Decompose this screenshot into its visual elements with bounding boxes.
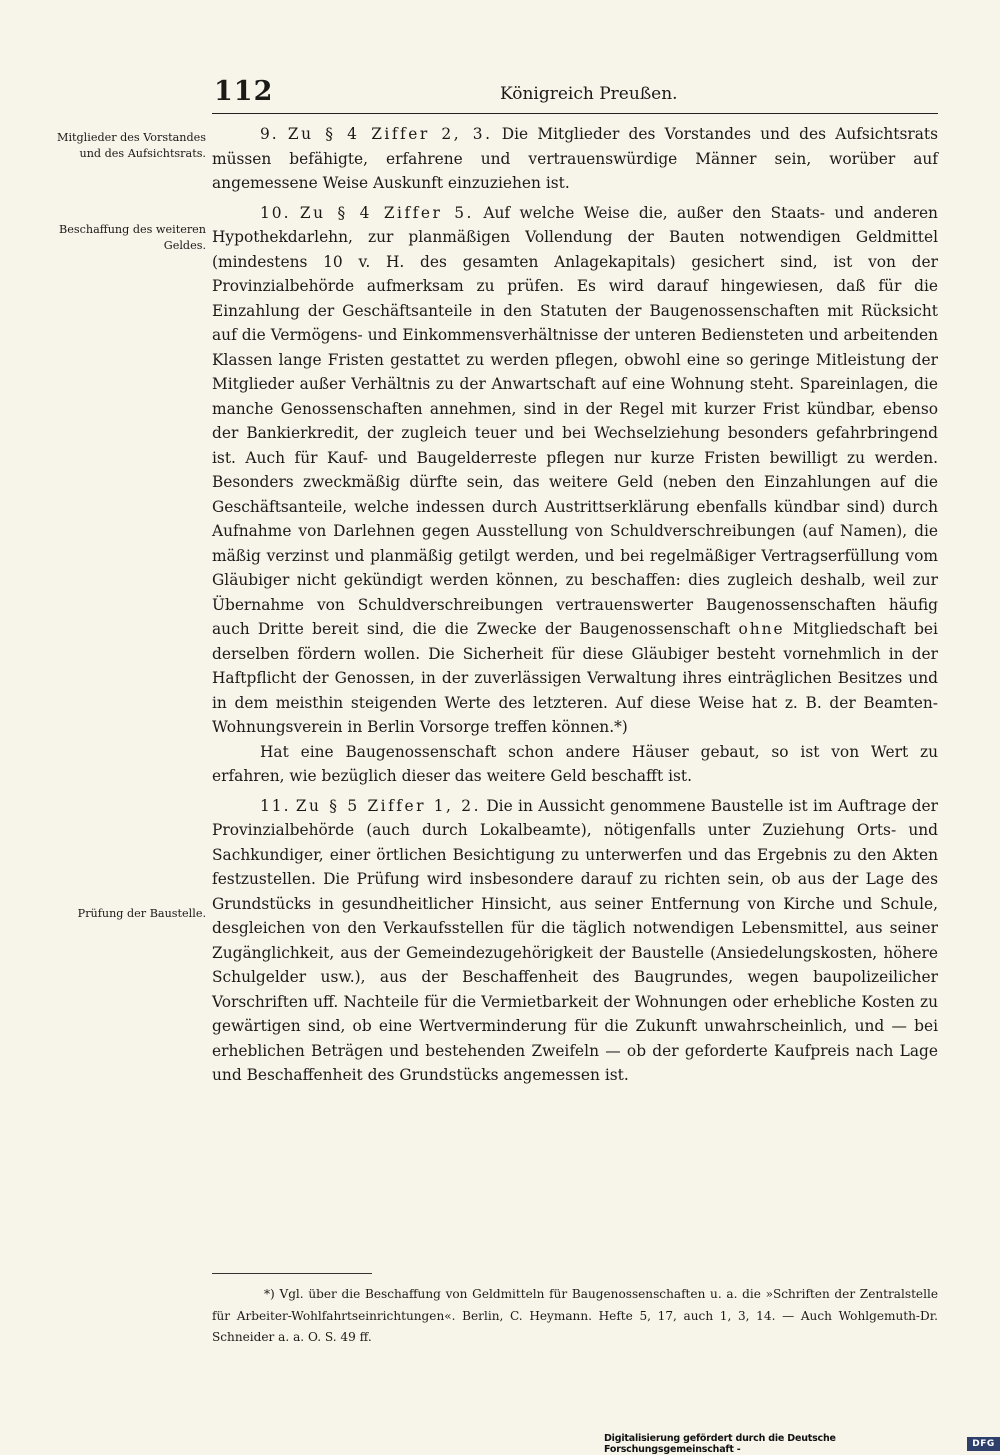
dfg-logo: DFG [967,1437,1000,1451]
main-text [212,122,938,1088]
margin-note-board-members: Mitglieder des Vorstandes und des Aufsichtsrats. [56,131,206,160]
section-10-paragraph-2: Hat eine Baugenossenschaft schon andere Häuser gebaut, so ist von Wert zu erfahren, wie bezüglich dieser das weitere Geld beschafft ist. [212,742,938,785]
section-9-ref: Zu § 4 Ziffer 2, 3. [287,125,493,143]
margin-note-site-inspection: Prüfung der Baustelle. [77,907,206,920]
section-10-text-2: Mitgliedschaft bei derselben fördern wollen. Die Sicherheit für diese Gläubiger besteht vornehmlich in der Haftpflicht der Genossen, in der zuverlässigen Verwaltung ihres einträglichen Besitzes und in dem meisthin steigenden Werte des letzteren. Auf diese Weise hat z. B. der Beamten-Wohnungsverein in Berlin Vorsorge treffen können.*) [212,620,938,736]
digitization-notice-text: Digitalisierung gefördert durch die Deutsche Forschungsgemeinschaft - [604,1433,836,1455]
section-11-number: 11. [260,796,291,815]
footnote [212,1284,938,1349]
section-10-text-1: Auf welche Weise die, außer den Staats- und anderen Hypothekdarlehn, zur planmäßigen Vollendung der Bauten notwendigen Geldmittel (mindestens 10 v. H. des gesamten Anlagekapitals) gesichert sind, ist von der Provinzialbehörde aufmerksam zu prüfen. Es wird darauf hingewiesen, daß für die Einzahlung der Geschäftsanteile in den Statuten der Baugenossenschaften mit Rücksicht auf die Vermögens- und Einkommensverhältnisse der unteren Bediensteten und arbeitenden Klassen lange Fristen gestattet zu werden pflegen, obwohl eine so geringe Mitleistung der Mitglieder außer Verhältnis zu der Anwartschaft auf eine Wohnung steht. Spareinlagen, die manche Genossenschaften annehmen, sind in der Regel mit kurzer Frist kündbar, ebenso der Bankierkredit, der zugleich teuer und bei Wechselziehung besonders gefahrbringend ist. Auch für Kauf- und Baugelderreste pflegen nur kurze Fristen bewilligt zu werden. Besonders zweckmäßig dürfte sein, das weitere Geld (neben den Einzahlungen auf die Geschäftsanteile, welche indessen durch Austrittserklärung ebenfalls kündbar sind) durch Aufnahme von Darlehnen gegen Ausstellung von Schuldverschreibungen (auf Namen), die mäßig verzinst und planmäßig getilgt werden, und bei regelmäßiger Vertragserfüllung vom Gläubiger nicht gekündigt werden können, zu beschaffen: dies zugleich deshalb, weil zur Übernahme von Schuldverschreibungen vertrauenswerter Baugenossenschaften häufig auch Dritte bereit sind, die die Zwecke der Baugenossenschaft [212,203,938,638]
section-11 [212,794,938,1088]
footnote-rule [212,1273,372,1274]
footnote-text: *) Vgl. über die Beschaffung von Geldmitteln für Baugenossenschaften u. a. die »Schriften der Zentralstelle für Arbeiter-Wohlfahrtseinrichtungen«. Berlin, C. Heymann. Hefte 5, 17, auch 1, 3, 14. — Auch Wohlgemuth-Dr. Schneider a. a. O. S. 49 ff. [212,1287,938,1344]
page-number: 112 [214,76,274,107]
section-11-ref: Zu § 5 Ziffer 1, 2. [295,796,481,815]
margin-note-further-funds: Beschaffung des weiteren Geldes. [59,223,206,252]
digitization-notice [604,1433,1000,1455]
section-10-ref: Zu § 4 Ziffer 5. [299,203,474,222]
section-10-emphasis: ohne [738,620,785,638]
running-title: Königreich Preußen. [500,84,678,104]
header-rule [212,113,938,114]
section-9-number: 9. [260,125,279,143]
section-10 [212,201,938,740]
section-9 [212,122,938,196]
section-11-text: Die in Aussicht genommene Baustelle ist im Auftrage der Provinzialbehörde (auch durch Lokalbeamte), nötigenfalls unter Zuziehung Orts- und Sachkundiger, einer örtlichen Besichtigung zu unterwerfen und das Ergebnis zu den Akten festzustellen. Die Prüfung wird insbesondere darauf zu richten sein, ob aus der Lage des Grundstücks in gesundheitlicher Hinsicht, aus seiner Entfernung von Kirche und Schule, desgleichen von den Verkaufsstellen für die täglich notwendigen Lebensmittel, aus seiner Zugänglichkeit, aus der Gemeindezugehörigkeit der Baustelle (Ansiedelungskosten, höhere Schulgelder usw.), aus der Beschaffenheit des Baugrundes, wegen baupolizeilicher Vorschriften uff. Nachteile für die Vermietbarkeit der Wohnungen oder erhebliche Kosten zu gewärtigen sind, ob eine Wertverminderung für die Zukunft unwahrscheinlich, und — bei erheblichen Beträgen und bestehenden Zweifeln — ob der geforderte Kaufpreis nach Lage und Beschaffenheit des Grundstücks angemessen ist. [212,796,938,1084]
section-9-text: Die Mitglieder des Vorstandes und des Aufsichtsrats müssen befähigte, erfahrene und vertrauenswürdige Männer sein, worüber auf angemessene Weise Auskunft einzuziehen ist. [212,125,938,192]
section-10-number: 10. [260,203,291,222]
